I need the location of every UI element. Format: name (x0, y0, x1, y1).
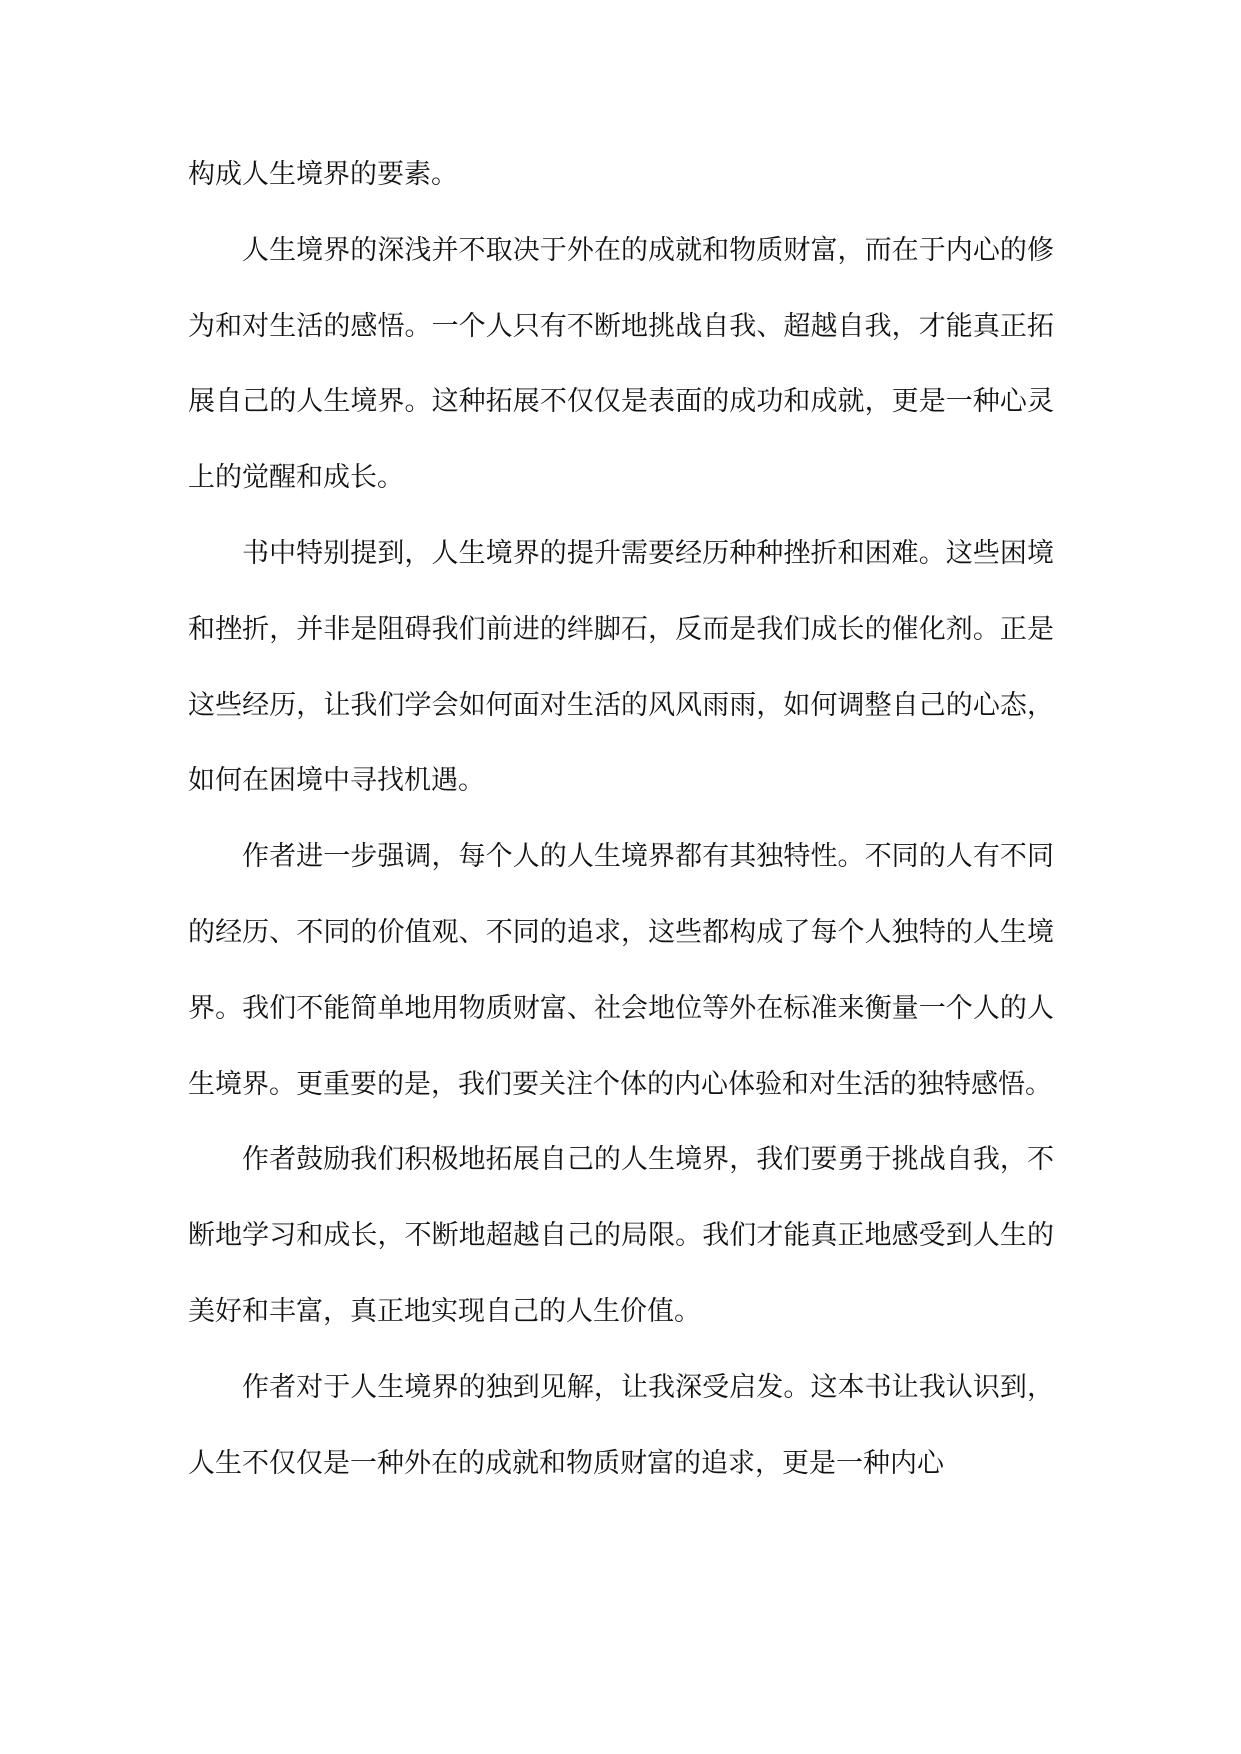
paragraph-5: 作者鼓励我们积极地拓展自己的人生境界，我们要勇于挑战自我，不断地学习和成长，不断地超越自己的局限。我们才能真正地感受到人生的美好和丰富，真正地实现自己的人生价值。 (188, 1144, 1054, 1327)
paragraph-1: 构成人生境界的要素。 (188, 159, 458, 190)
paragraph-2: 人生境界的深浅并不取决于外在的成就和物质财富，而在于内心的修为和对生活的感悟。一个人只有不断地挑战自我、超越自我，才能真正拓展自己的人生境界。这种拓展不仅仅是表面的成功和成就，更是一种心灵上的觉醒和成长。 (188, 234, 1054, 494)
paragraph-6: 作者对于人生境界的独到见解，让我深受启发。这本书让我认识到，人生不仅仅是一种外在的成就和物质财富的追求，更是一种内心 (188, 1371, 1054, 1479)
paragraph-4: 作者进一步强调，每个人的人生境界都有其独特性。不同的人有不同的经历、不同的价值观、不同的追求，这些都构成了每个人独特的人生境界。我们不能简单地用物质财富、社会地位等外在标准来衡量一个人的人生境界。更重要的是，我们要关注个体的内心体验和对生活的独特感悟。 (188, 841, 1054, 1100)
body-text (188, 137, 1054, 1501)
paragraph-3: 书中特别提到，人生境界的提升需要经历种种挫折和困难。这些困境和挫折，并非是阻碍我们前进的绊脚石，反而是我们成长的催化剂。正是这些经历，让我们学会如何面对生活的风风雨雨，如何调整自己的心态，如何在困境中寻找机遇。 (188, 537, 1054, 797)
